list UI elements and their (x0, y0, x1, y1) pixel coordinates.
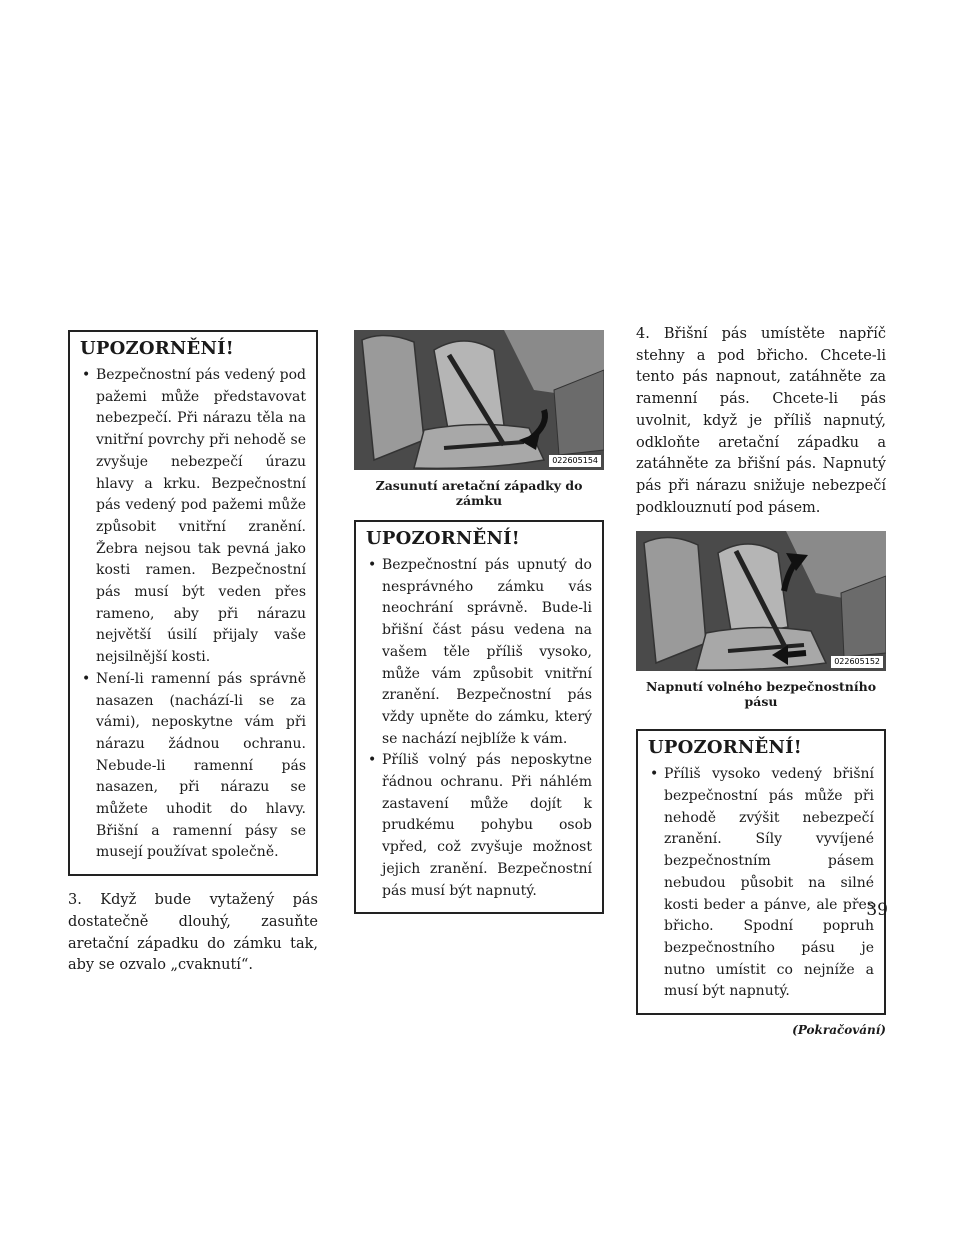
seat-illustration (636, 531, 886, 671)
warning-item: • Příliš volný pás neposkytne řádnou ochranu. Při náhlém zastavení může dojít k prudkému pohybu osob vpřed, což zvyšuje možnost jejich zranění. Bezpečnostní pás musí být napnutý. (366, 750, 592, 902)
warning-list (648, 764, 874, 1003)
warning-title: UPOZORNĚNÍ! (648, 737, 802, 759)
warning-title: UPOZORNĚNÍ! (80, 338, 234, 359)
page-number: 39 (866, 900, 888, 920)
warning-list (366, 555, 592, 902)
continued-note: (Pokračování) (792, 1023, 886, 1038)
column-left (68, 330, 318, 977)
warning-box-lap-belt (636, 729, 886, 1015)
figure-caption: Napnutí volného bezpečnostního pásu (645, 679, 877, 710)
step-3-paragraph: 3. Když bude vytažený pás dostatečně dlouhý, zasuňte aretační západku do zámku tak, aby se ozvalo „cvaknutí“. (68, 892, 318, 974)
figure-caption: Zasunutí aretační západky do zámku (375, 478, 583, 508)
warning-box-shoulder-belt (68, 330, 318, 876)
figure-latch-insert (354, 330, 604, 470)
warning-item: • Bezpečnostní pás upnutý do nesprávného zámku vás neochrání správně. Bude-li břišní část pásu vedena na vašem těle příliš vysoko, může vám způsobit vnitřní zranění. Bezpečnostní pás vždy upněte do zámku, který se nachází nejblíže k vám. (366, 555, 592, 750)
warning-item: • Bezpečnostní pás vedený pod pažemi může představovat nebezpečí. Při nárazu těla na vnitřní povrchy při nehodě se zvyšuje nebezpečí úrazu hlavy a krku. Bezpečnostní pás vedený pod pažemi může způsobit vnitřní zranění. Žebra nejsou tak pevná jako kosti ramen. Bezpečnostní pás musí být veden přes rameno, aby při nárazu největší úsilí přijaly vaše nejsilnější kosti. (80, 365, 306, 669)
warning-title: UPOZORNĚNÍ! (366, 528, 520, 549)
warning-item: • Není-li ramenní pás správně nasazen (nachází-li se za vámi), neposkytne vám při nárazu žádnou ochranu. Nebude-li ramenní pás nasazen, při nárazu se můžete uhodit do hlavy. Břišní a ramenní pásy se musejí používat společně. (80, 669, 306, 864)
warning-list (80, 365, 306, 864)
figure-code: 022605152 (831, 656, 883, 668)
figure-code: 022605154 (549, 455, 601, 467)
step-4-paragraph: 4. Břišní pás umístěte napříč stehny a pod břicho. Chcete-li tento pás napnout, zatáhněte za ramenní pás. Chcete-li pás uvolnit, když je příliš napnutý, odkloňte aretační západku a zatáhněte za břišní pás. Napnutý pás při nárazu snižuje nebezpečí podklouznutí pod pásem. (636, 326, 886, 516)
warning-item: • Příliš vysoko vedený břišní bezpečnostní pás může při nehodě zvýšit nebezpečí zranění. Síly vyvíjené bezpečnostním pásem nebudou působit na silné kosti beder a pánve, ale přes břicho. Spodní popruh bezpečnostního pásu je nutno umístit co nejníže a musí být napnutý. (648, 764, 874, 1003)
seat-illustration (354, 330, 604, 470)
warning-box-buckle (354, 520, 604, 914)
column-middle (354, 330, 604, 914)
column-right (636, 324, 886, 1037)
figure-belt-tighten (636, 531, 886, 671)
